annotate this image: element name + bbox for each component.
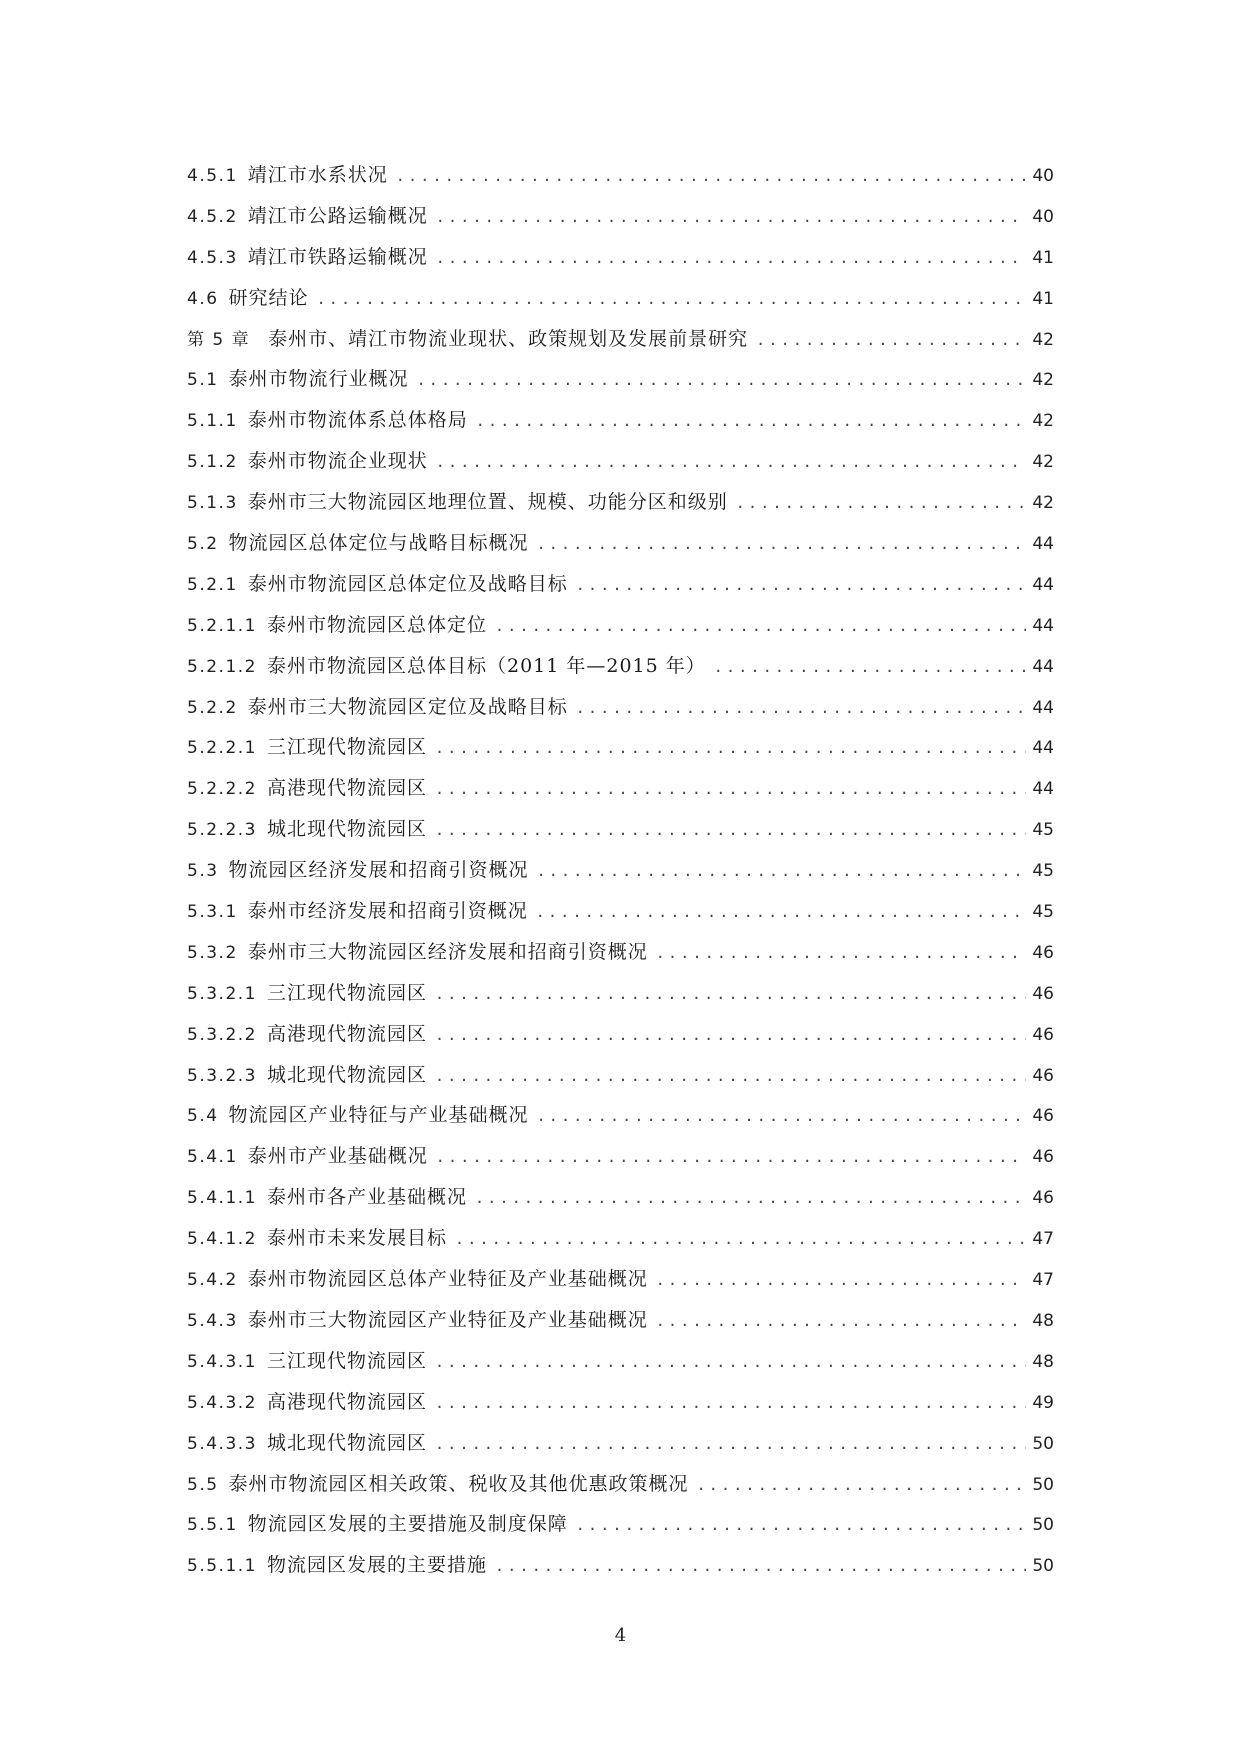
page-number: 4	[614, 1625, 627, 1646]
toc-entry[interactable]	[187, 441, 1054, 482]
toc-leader-dots	[536, 892, 1027, 933]
toc-entry-title: 泰州市物流企业现状	[247, 450, 428, 473]
toc-entry-page: 41	[1032, 247, 1054, 268]
toc-entry-title: 泰州市物流园区总体产业特征及产业基础概况	[247, 1268, 648, 1291]
toc-entry-number: 5.2	[187, 534, 219, 555]
toc-entry-page: 50	[1032, 1433, 1054, 1454]
toc-entry-number: 第 5 章	[187, 329, 251, 350]
toc-entry-title: 泰州市经济发展和招商引资概况	[247, 900, 528, 923]
toc-leader-dots	[435, 810, 1026, 851]
toc-entry-title: 泰州市产业基础概况	[247, 1145, 428, 1168]
toc-entry-page: 46	[1032, 1106, 1054, 1127]
toc-entry-number: 5.2.2.2	[187, 779, 257, 800]
toc-entry[interactable]	[187, 1423, 1054, 1464]
toc-entry-page: 47	[1032, 1229, 1054, 1250]
toc-entry-title: 泰州市物流行业概况	[228, 368, 409, 391]
toc-entry-page: 44	[1032, 697, 1054, 718]
toc-leader-dots	[435, 1424, 1026, 1465]
toc-entry-page: 44	[1032, 615, 1054, 636]
toc-entry-title: 城北现代物流园区	[266, 1431, 427, 1454]
toc-entry[interactable]	[187, 1177, 1054, 1218]
toc-entry-number: 5.1.2	[187, 452, 238, 473]
toc-leader-dots	[436, 442, 1027, 483]
toc-entry-number: 5.5	[187, 1474, 219, 1495]
toc-entry-page: 46	[1032, 983, 1054, 1004]
toc-entry-title: 高港现代物流园区	[266, 777, 427, 800]
toc-leader-dots	[576, 1505, 1027, 1546]
toc-entry-number: 5.1	[187, 370, 219, 391]
toc-entry-number: 4.5.3	[187, 247, 238, 268]
toc-leader-dots	[435, 1015, 1026, 1056]
toc-entry-number: 5.4.3.1	[187, 1351, 257, 1372]
toc-entry-number: 5.5.1	[187, 1515, 238, 1536]
toc-entry[interactable]	[187, 932, 1054, 973]
toc-entry-page: 44	[1032, 574, 1054, 595]
toc-entry-number: 5.3.2.3	[187, 1065, 257, 1086]
toc-entry-title: 研究结论	[228, 286, 309, 309]
toc-entry-number: 5.4.3.3	[187, 1433, 257, 1454]
toc-entry-title: 泰州市三大物流园区定位及战略目标	[247, 695, 568, 718]
toc-entry-number: 4.5.1	[187, 166, 238, 186]
toc-entry[interactable]	[187, 1341, 1054, 1382]
toc-entry[interactable]	[187, 727, 1054, 768]
toc-entry-page: 45	[1032, 861, 1054, 882]
toc-entry-title: 泰州市三大物流园区地理位置、规模、功能分区和级别	[247, 491, 728, 514]
toc-entry-page: 42	[1032, 493, 1054, 514]
toc-entry-title: 三江现代物流园区	[266, 736, 427, 759]
toc-entry-page: 42	[1032, 370, 1054, 391]
toc-entry-title: 靖江市铁路运输概况	[247, 245, 428, 268]
toc-leader-dots	[435, 974, 1026, 1015]
toc-entry[interactable]	[187, 1382, 1054, 1423]
toc-entry-title: 靖江市水系状况	[247, 164, 388, 186]
table-of-contents	[187, 155, 1054, 1586]
toc-leader-dots	[317, 279, 1027, 320]
toc-entry-page: 48	[1032, 1310, 1054, 1331]
toc-entry-number: 5.4.3.2	[187, 1392, 257, 1413]
toc-entry-page: 50	[1032, 1556, 1054, 1577]
toc-entry-title: 物流园区发展的主要措施	[266, 1554, 487, 1577]
toc-entry-title: 靖江市公路运输概况	[247, 204, 428, 227]
toc-entry[interactable]	[187, 891, 1054, 932]
toc-entry-number: 5.2.1.2	[187, 656, 257, 677]
toc-entry-title: 物流园区产业特征与产业基础概况	[228, 1104, 529, 1127]
toc-entry-number: 5.2.1.1	[187, 615, 257, 636]
toc-entry[interactable]	[187, 687, 1054, 728]
toc-entry-page: 50	[1032, 1474, 1054, 1495]
toc-entry-page: 48	[1032, 1351, 1054, 1372]
toc-leader-dots	[537, 1096, 1027, 1137]
toc-entry[interactable]	[187, 809, 1054, 850]
toc-entry[interactable]	[187, 564, 1054, 605]
toc-entry-number: 5.4.1	[187, 1147, 238, 1168]
toc-entry-page: 45	[1032, 820, 1054, 841]
toc-entry-title: 物流园区发展的主要措施及制度保障	[247, 1513, 568, 1536]
toc-leader-dots	[576, 565, 1027, 606]
toc-leader-dots	[495, 606, 1026, 647]
toc-entry-title: 泰州市物流园区相关政策、税收及其他优惠政策概况	[228, 1472, 689, 1495]
toc-entry-number: 5.4.2	[187, 1270, 238, 1291]
toc-entry[interactable]	[187, 400, 1054, 441]
toc-entry-page: 44	[1032, 779, 1054, 800]
toc-entry-title: 泰州市物流园区总体定位及战略目标	[247, 572, 568, 595]
toc-entry-title: 泰州市、靖江市物流业现状、政策规划及发展前景研究	[268, 327, 749, 350]
toc-entry[interactable]	[187, 1300, 1054, 1341]
toc-entry[interactable]	[187, 646, 1054, 687]
toc-leader-dots	[475, 1178, 1026, 1219]
toc-entry-number: 5.3.2.1	[187, 983, 257, 1004]
toc-entry[interactable]	[187, 237, 1054, 278]
toc-leader-dots	[697, 1465, 1027, 1506]
toc-entry-number: 5.4.3	[187, 1310, 238, 1331]
toc-leader-dots	[656, 933, 1027, 974]
toc-entry[interactable]	[187, 1055, 1054, 1096]
toc-entry-number: 5.3.2	[187, 942, 238, 963]
toc-entry-number: 5.2.1	[187, 574, 238, 595]
toc-entry[interactable]	[187, 1504, 1054, 1545]
toc-leader-dots	[656, 1260, 1027, 1301]
toc-entry[interactable]	[187, 850, 1054, 891]
toc-entry[interactable]	[187, 605, 1054, 646]
toc-entry-title: 高港现代物流园区	[266, 1390, 427, 1413]
toc-entry-page: 46	[1032, 1147, 1054, 1168]
toc-leader-dots	[476, 401, 1027, 442]
toc-entry[interactable]	[187, 523, 1054, 564]
toc-entry-number: 5.2.2	[187, 697, 238, 718]
toc-leader-dots	[436, 197, 1027, 238]
toc-entry-page: 46	[1032, 942, 1054, 963]
toc-leader-dots	[435, 769, 1026, 810]
toc-entry-page: 40	[1032, 206, 1054, 227]
toc-entry-page: 50	[1032, 1515, 1054, 1536]
toc-leader-dots	[435, 1056, 1026, 1097]
toc-entry-title: 泰州市物流园区总体目标（2011 年—2015 年）	[266, 654, 706, 677]
toc-entry-page: 44	[1032, 534, 1054, 555]
toc-entry-title: 城北现代物流园区	[266, 1063, 427, 1086]
toc-leader-dots	[714, 647, 1027, 688]
toc-entry-page: 45	[1032, 902, 1054, 923]
toc-entry-number: 4.5.2	[187, 206, 238, 227]
toc-entry-title: 三江现代物流园区	[266, 1349, 427, 1372]
toc-entry-title: 泰州市物流园区总体定位	[266, 613, 487, 636]
toc-entry-page: 44	[1032, 738, 1054, 759]
toc-leader-dots	[417, 360, 1027, 401]
toc-entry-title: 城北现代物流园区	[266, 818, 427, 841]
toc-entry-page: 42	[1032, 452, 1054, 473]
toc-leader-dots	[435, 728, 1026, 769]
toc-entry-page: 49	[1032, 1392, 1054, 1413]
toc-entry-title: 泰州市物流体系总体格局	[247, 409, 468, 432]
toc-entry-title: 物流园区经济发展和招商引资概况	[228, 859, 529, 882]
toc-leader-dots	[495, 1546, 1026, 1587]
toc-entry[interactable]	[187, 1259, 1054, 1300]
toc-entry[interactable]	[187, 1014, 1054, 1055]
toc-entry[interactable]	[187, 1464, 1054, 1505]
toc-leader-dots	[435, 1342, 1026, 1383]
toc-entry-page: 41	[1032, 288, 1054, 309]
toc-entry-number: 5.4.1.2	[187, 1229, 257, 1250]
toc-entry-number: 4.6	[187, 288, 219, 309]
toc-entry-number: 5.3.2.2	[187, 1024, 257, 1045]
toc-leader-dots	[435, 1383, 1026, 1424]
toc-entry-title: 泰州市三大物流园区产业特征及产业基础概况	[247, 1308, 648, 1331]
toc-entry[interactable]	[187, 1136, 1054, 1177]
toc-entry[interactable]	[187, 1545, 1054, 1586]
toc-leader-dots	[576, 688, 1027, 729]
toc-entry-number: 5.1.1	[187, 411, 238, 432]
toc-entry[interactable]	[187, 1095, 1054, 1136]
toc-leader-dots	[656, 1301, 1027, 1342]
toc-entry-page: 46	[1032, 1065, 1054, 1086]
toc-entry[interactable]	[187, 973, 1054, 1014]
toc-entry-number: 5.1.3	[187, 493, 238, 514]
toc-entry-page: 44	[1032, 656, 1054, 677]
toc-leader-dots	[537, 524, 1027, 565]
toc-entry-title: 三江现代物流园区	[266, 981, 427, 1004]
toc-entry-title: 高港现代物流园区	[266, 1022, 427, 1045]
toc-entry-title: 泰州市各产业基础概况	[266, 1186, 467, 1209]
toc-entry-page: 42	[1032, 411, 1054, 432]
toc-entry[interactable]	[187, 278, 1054, 319]
toc-entry-title: 泰州市未来发展目标	[266, 1227, 447, 1250]
toc-entry-page: 46	[1032, 1024, 1054, 1045]
toc-entry-number: 5.3.1	[187, 902, 238, 923]
toc-entry-page: 42	[1032, 329, 1054, 350]
toc-leader-dots	[436, 1137, 1027, 1178]
toc-leader-dots	[396, 156, 1027, 197]
toc-entry-number: 5.3	[187, 861, 219, 882]
toc-entry[interactable]	[187, 196, 1054, 237]
toc-entry[interactable]	[187, 1218, 1054, 1259]
toc-entry[interactable]	[187, 768, 1054, 809]
toc-entry-page: 47	[1032, 1270, 1054, 1291]
toc-leader-dots	[736, 483, 1027, 524]
toc-entry[interactable]	[187, 359, 1054, 400]
toc-entry-number: 5.4	[187, 1106, 219, 1127]
toc-entry-title: 物流园区总体定位与战略目标概况	[228, 532, 529, 555]
toc-entry-page: 46	[1032, 1188, 1054, 1209]
toc-entry[interactable]	[187, 155, 1054, 196]
toc-entry[interactable]	[187, 482, 1054, 523]
toc-entry-number: 5.4.1.1	[187, 1188, 257, 1209]
toc-leader-dots	[436, 238, 1027, 279]
toc-entry-chapter[interactable]	[187, 319, 1054, 360]
toc-entry-number: 5.2.2.3	[187, 820, 257, 841]
toc-entry-title: 泰州市三大物流园区经济发展和招商引资概况	[247, 940, 648, 963]
toc-leader-dots	[455, 1219, 1026, 1260]
toc-entry-page: 40	[1032, 166, 1054, 186]
toc-entry-number: 5.2.2.1	[187, 738, 257, 759]
toc-leader-dots	[537, 851, 1027, 892]
toc-leader-dots	[756, 320, 1026, 361]
toc-entry-number: 5.5.1.1	[187, 1556, 257, 1577]
